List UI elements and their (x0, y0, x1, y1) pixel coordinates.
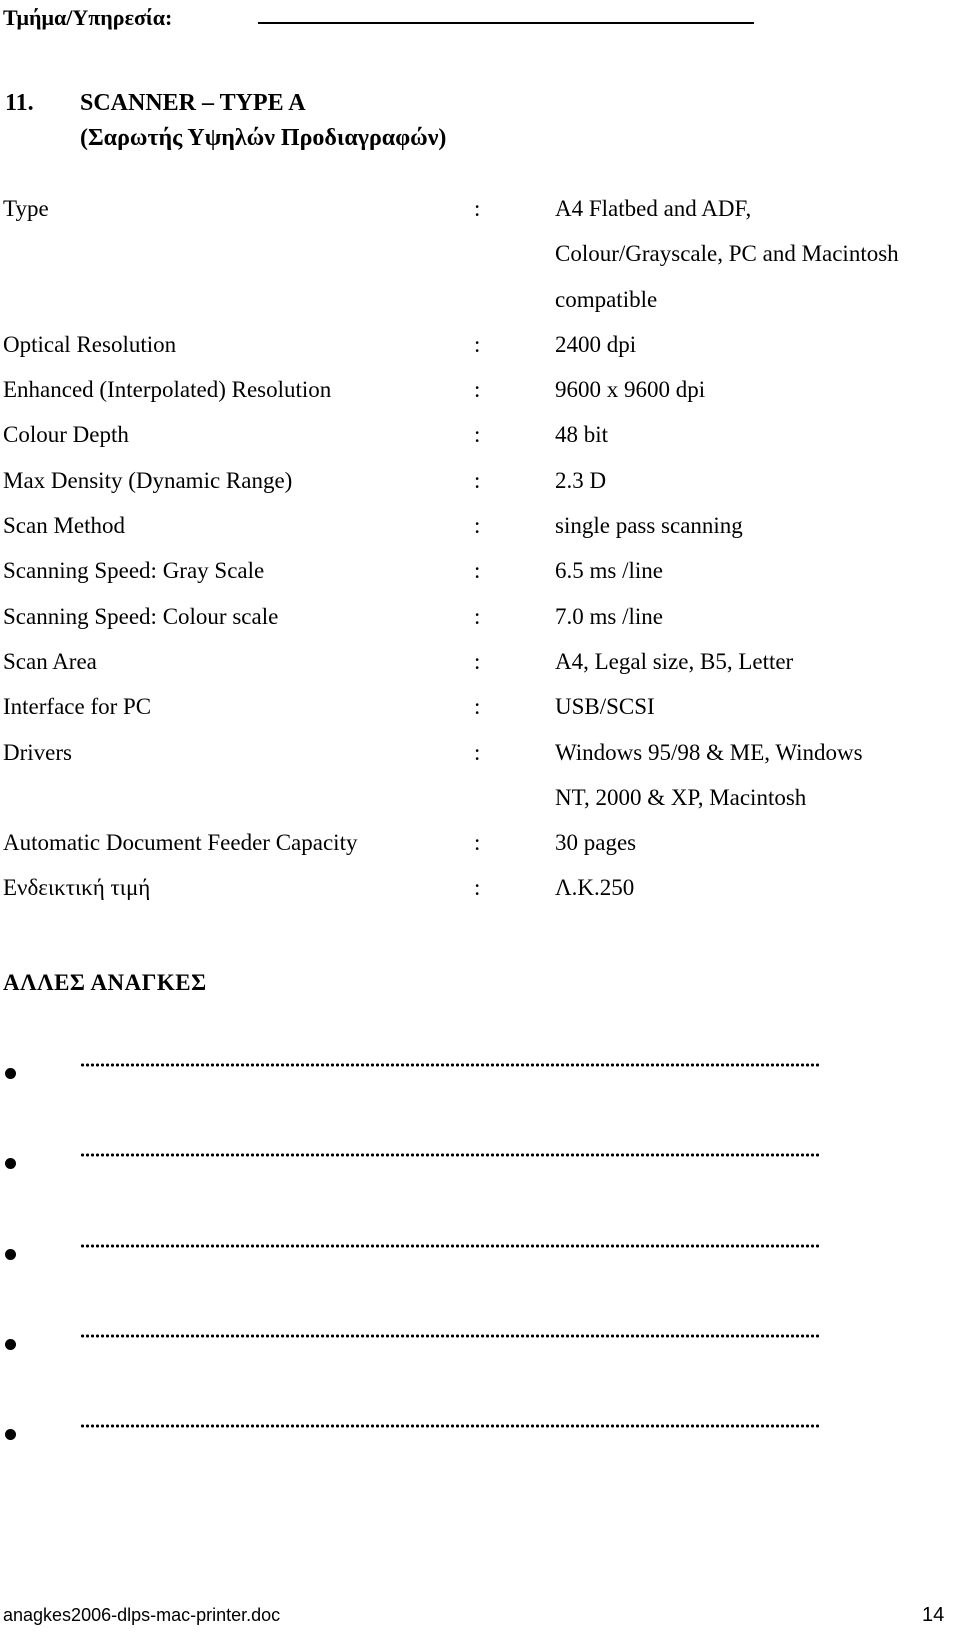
spec-label: Optical Resolution (3, 331, 177, 357)
footer-page-number: 14 (922, 1604, 945, 1626)
spec-value-line: 2400 dpi (555, 331, 637, 357)
spec-label: Colour Depth (3, 422, 129, 448)
spec-colon: : (474, 830, 481, 856)
spec-colon: : (474, 739, 481, 765)
other-needs-heading: ΑΛΛΕΣ ΑΝΑΓΚΕΣ (3, 970, 207, 995)
spec-value-line: 2.3 D (555, 467, 607, 493)
spec-value-line: USB/SCSI (555, 694, 655, 720)
spec-label: Automatic Document Feeder Capacity (3, 830, 358, 856)
spec-value-line: A4, Legal size, B5, Letter (555, 648, 794, 674)
bullet-item (0, 1150, 960, 1240)
spec-label: Scan Method (3, 513, 126, 539)
spec-colon: : (474, 467, 481, 493)
spec-value-line: 9600 x 9600 dpi (555, 377, 706, 403)
spec-colon: : (474, 513, 481, 539)
spec-label: Scanning Speed: Gray Scale (3, 558, 265, 584)
bullet-item (0, 1060, 960, 1150)
spec-value-line: NT, 2000 & XP, Macintosh (555, 784, 807, 810)
spec-colon: : (474, 196, 481, 221)
spec-value-line: single pass scanning (555, 513, 743, 539)
bullet-dot-icon (5, 1429, 16, 1440)
spec-value-line: Λ.Κ.250 (555, 875, 635, 901)
spec-row (0, 740, 960, 831)
spec-row (0, 196, 960, 332)
department-label: Τμήμα/Υπηρεσία: (3, 5, 173, 30)
spec-colon: : (474, 377, 481, 403)
spec-value (555, 503, 925, 548)
spec-value (555, 412, 925, 457)
spec-colon: : (474, 331, 481, 357)
bullet-item (0, 1241, 960, 1331)
department-fill-line (258, 22, 754, 24)
spec-value-line: Colour/Grayscale, PC and Macintosh (555, 241, 899, 267)
spec-label: Scanning Speed: Colour scale (3, 603, 279, 629)
section-title: SCANNER – TYPE A (80, 90, 306, 116)
spec-label: Ενδεικτική τιμή (3, 875, 151, 901)
bullet-item (0, 1331, 960, 1421)
spec-value-line: 30 pages (555, 830, 637, 856)
other-needs-list (0, 1060, 960, 1511)
spec-label: Enhanced (Interpolated) Resolution (3, 377, 332, 403)
spec-label: Scan Area (3, 648, 97, 674)
spec-value (555, 186, 925, 322)
dotted-fill-line (80, 1062, 820, 1068)
spec-value (555, 684, 925, 729)
spec-value (555, 865, 925, 910)
spec-value (555, 367, 925, 412)
spec-value-line: A4 Flatbed and ADF, (555, 196, 752, 221)
footer-filename: anagkes2006-dlps-mac-printer.doc (3, 1605, 281, 1625)
bullet-dot-icon (5, 1249, 16, 1260)
spec-colon: : (474, 648, 481, 674)
spec-label: Max Density (Dynamic Range) (3, 467, 293, 493)
spec-value-line: 6.5 ms /line (555, 558, 663, 584)
spec-colon: : (474, 603, 481, 629)
spec-row (0, 875, 960, 920)
dotted-fill-line (80, 1333, 820, 1339)
section-subtitle: (Σαρωτής Υψηλών Προδιαγραφών) (80, 125, 447, 151)
bullet-dot-icon (5, 1068, 16, 1079)
spec-value (555, 639, 925, 684)
spec-colon: : (474, 875, 481, 901)
dotted-fill-line (80, 1243, 820, 1249)
spec-label: Drivers (3, 739, 72, 765)
spec-colon: : (474, 422, 481, 448)
spec-label: Interface for PC (3, 694, 152, 720)
spec-table (0, 196, 960, 921)
bullet-item (0, 1421, 960, 1511)
section-number: 11. (5, 90, 34, 116)
spec-value (555, 548, 925, 593)
spec-value-line: compatible (555, 286, 658, 312)
spec-value (555, 594, 925, 639)
spec-value-line: 7.0 ms /line (555, 603, 663, 629)
spec-value-line: 48 bit (555, 422, 609, 448)
spec-value (555, 730, 925, 821)
spec-value-line: Windows 95/98 & ME, Windows (555, 739, 863, 765)
spec-value (555, 820, 925, 865)
spec-value (555, 322, 925, 367)
spec-value (555, 458, 925, 503)
spec-colon: : (474, 558, 481, 584)
dotted-fill-line (80, 1152, 820, 1158)
bullet-dot-icon (5, 1339, 16, 1350)
bullet-dot-icon (5, 1158, 16, 1169)
spec-label: Type (3, 196, 49, 221)
spec-colon: : (474, 694, 481, 720)
dotted-fill-line (80, 1423, 820, 1429)
